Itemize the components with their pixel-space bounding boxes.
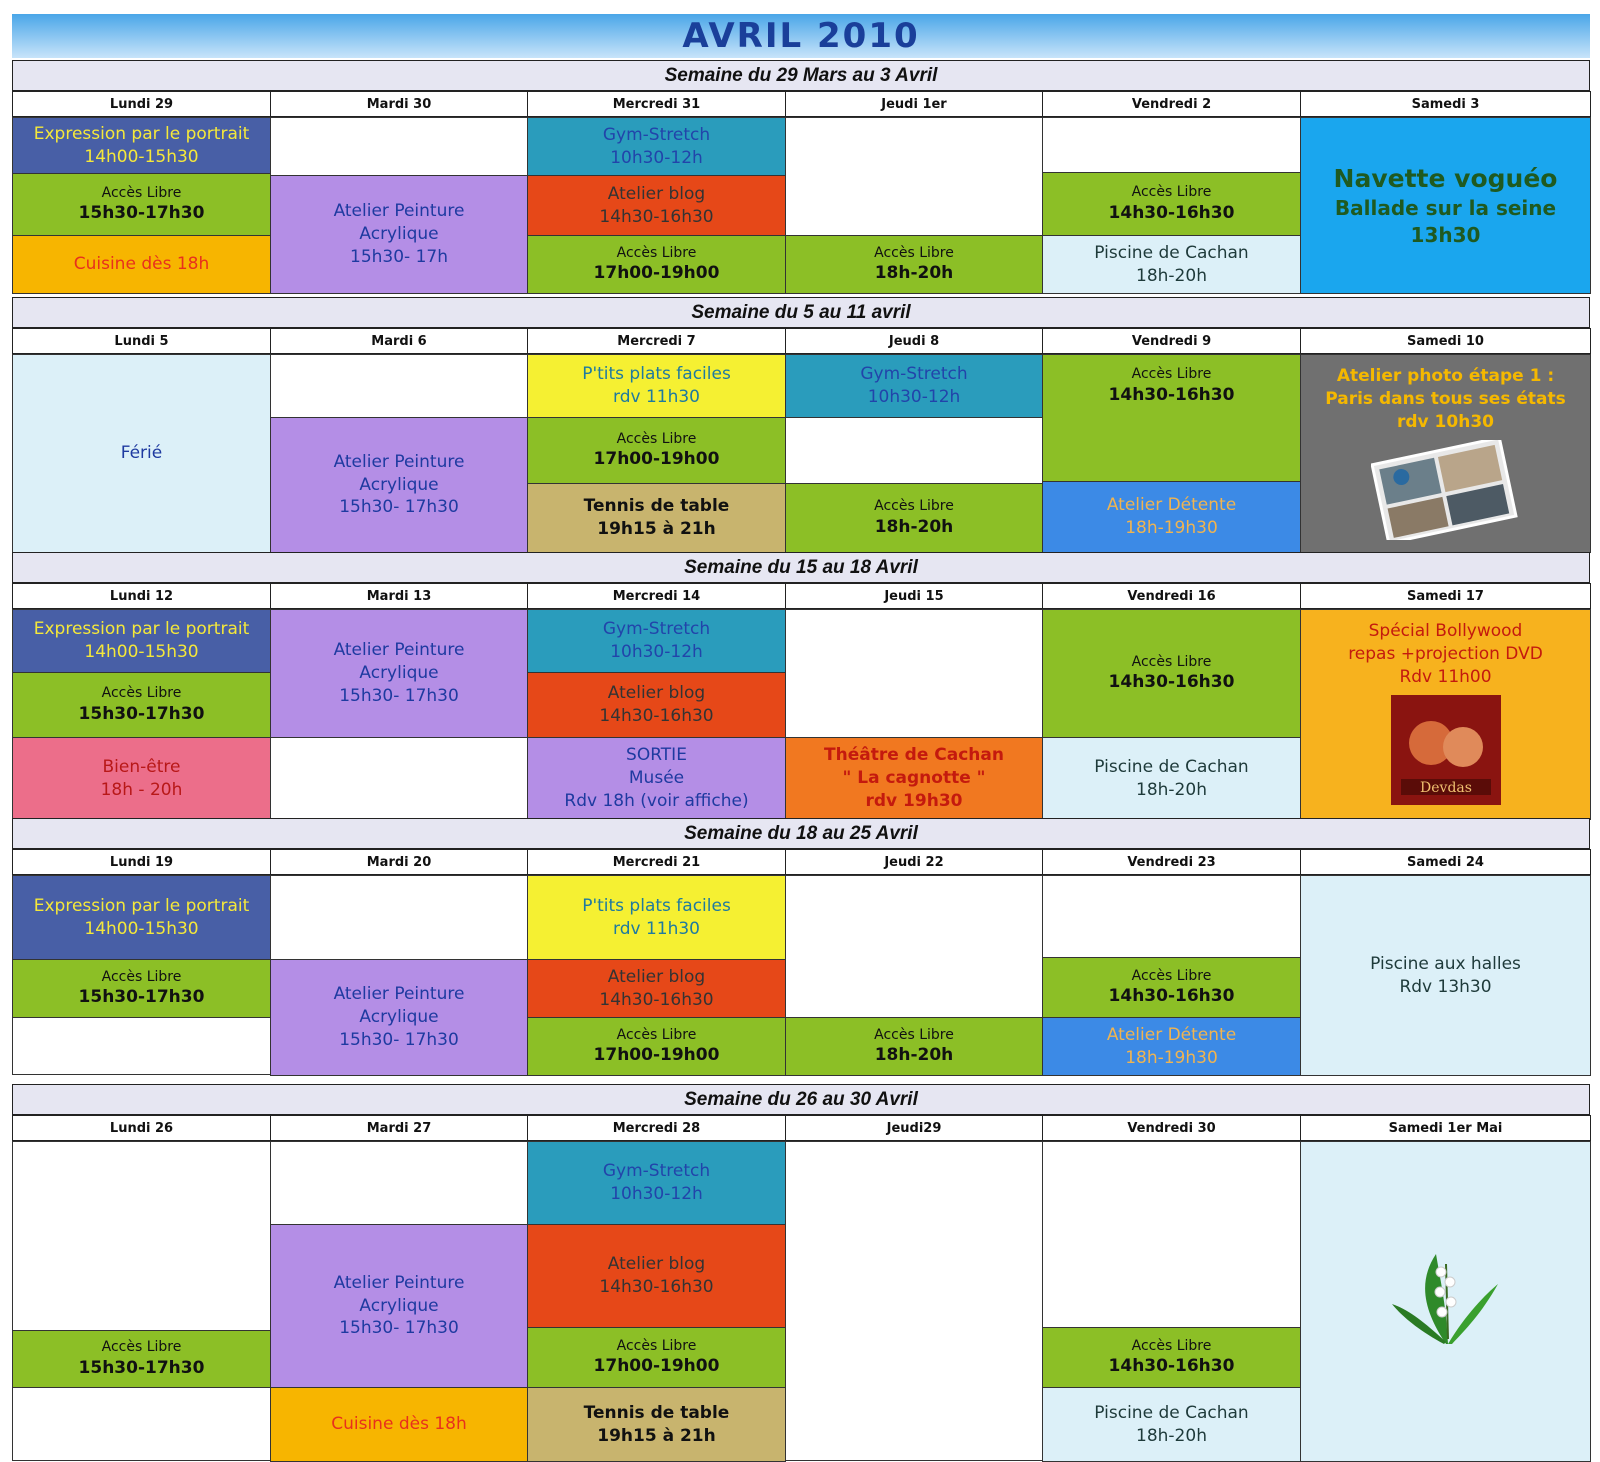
day-header: Mercredi 7 (527, 328, 786, 354)
event-text: 14h00-15h30 (84, 918, 199, 939)
event-text: 14h00-15h30 (84, 642, 199, 662)
event-block (1300, 117, 1591, 294)
event-text: 18h-20h (1136, 265, 1207, 286)
event-text: 18h-20h (874, 1045, 954, 1066)
event-block (270, 609, 528, 738)
day-header: Jeudi 1er (785, 91, 1043, 117)
event-block (12, 737, 271, 820)
event-text: Cuisine dès 18h (73, 254, 210, 275)
event-block (527, 1141, 786, 1225)
event-block (785, 483, 1043, 553)
event-text: 14h30-16h30 (599, 1277, 714, 1297)
day-header: Jeudi 22 (785, 849, 1043, 875)
event-text: 18h-20h (874, 263, 954, 284)
devdas-poster-image-svg (1391, 695, 1501, 805)
week-header: Semaine du 15 au 18 Avril (12, 552, 1590, 583)
day-header: Vendredi 16 (1042, 583, 1301, 609)
event-text: Gym-Stretch (602, 124, 711, 145)
day-header: Samedi 1er Mai (1300, 1115, 1591, 1141)
event-text: Atelier Peinture (333, 984, 465, 1005)
day-header: Mercredi 14 (527, 583, 786, 609)
event-text: Accès Libre (874, 498, 954, 515)
event-text: Acrylique (359, 224, 439, 245)
event-text: 10h30-12h (867, 387, 961, 407)
day-header: Mercredi 31 (527, 91, 786, 117)
event-block (1042, 481, 1301, 553)
event-text: 10h30-12h (610, 1184, 703, 1204)
event-text: Accès Libre (1131, 1337, 1212, 1354)
event-block (1300, 1141, 1591, 1462)
event-block (12, 959, 271, 1018)
event-block (527, 609, 786, 673)
day-header: Lundi 29 (12, 91, 271, 117)
event-text: Accès Libre (616, 1026, 697, 1043)
devdas-poster-image (1391, 695, 1501, 811)
event-text: Navette voguéo (1333, 163, 1558, 193)
event-block (785, 737, 1043, 820)
event-block (527, 875, 786, 960)
event-text: Accès Libre (616, 430, 697, 447)
day-header: Mardi 20 (270, 849, 528, 875)
event-text: Gym-Stretch (860, 364, 968, 385)
day-cell (785, 1141, 1043, 1461)
event-block (1300, 354, 1591, 553)
event-text: 15h30- 17h30 (339, 1029, 459, 1050)
event-text: 18h-19h30 (1125, 1047, 1218, 1068)
event-text: Atelier Peinture (333, 1272, 465, 1293)
event-text: 15h30- 17h30 (339, 1318, 459, 1339)
event-block (270, 1387, 528, 1462)
event-block (785, 235, 1043, 294)
event-text: Expression par le portrait (33, 895, 250, 916)
event-block (527, 1224, 786, 1328)
event-block (1042, 354, 1301, 482)
event-text: 14h30-16h30 (1108, 986, 1235, 1007)
event-text: Paris dans tous ses états (1325, 388, 1566, 409)
week-header: Semaine du 29 Mars au 3 Avril (12, 60, 1590, 91)
event-block (527, 354, 786, 418)
event-block (527, 417, 786, 484)
day-header: Samedi 17 (1300, 583, 1591, 609)
event-block (12, 609, 271, 673)
event-text: 15h30- 17h30 (339, 497, 459, 518)
event-text: Acrylique (359, 1295, 439, 1316)
event-text: Atelier Détente (1106, 495, 1237, 516)
event-block (12, 235, 271, 294)
event-text: Accès Libre (874, 244, 954, 261)
event-text: 19h15 à 21h (597, 1425, 716, 1446)
event-block (1042, 235, 1301, 294)
lily-of-the-valley-icon (1386, 1244, 1506, 1360)
event-text: 14h30-16h30 (599, 706, 714, 726)
event-text: 13h30 (1410, 223, 1481, 248)
event-text: Accès Libre (616, 1337, 697, 1354)
event-text: Férié (120, 443, 163, 464)
event-text: 14h30-16h30 (1108, 384, 1235, 405)
event-text: Expression par le portrait (33, 123, 250, 144)
event-block (527, 1017, 786, 1076)
day-header: Lundi 12 (12, 583, 271, 609)
event-text: Atelier Peinture (333, 201, 465, 222)
day-header: Jeudi 8 (785, 328, 1043, 354)
event-text: SORTIE (626, 745, 687, 766)
event-text: 14h30-16h30 (599, 206, 714, 227)
event-text: Accès Libre (874, 1026, 954, 1043)
event-text: Expression par le portrait (33, 619, 250, 640)
event-block (270, 959, 528, 1076)
day-header: Mardi 30 (270, 91, 528, 117)
event-block (12, 672, 271, 738)
event-text: 15h30- 17h30 (339, 685, 459, 706)
day-header: Lundi 5 (12, 328, 271, 354)
event-text: Piscine de Cachan (1094, 242, 1249, 263)
week-header: Semaine du 5 au 11 avril (12, 297, 1590, 328)
event-text: 18h-20h (1136, 1425, 1207, 1446)
event-text: Spécial Bollywood (1368, 621, 1523, 641)
day-header: Samedi 24 (1300, 849, 1591, 875)
event-text: Tennis de table (583, 496, 730, 517)
day-header: Jeudi29 (785, 1115, 1043, 1141)
event-text: Piscine de Cachan (1094, 1402, 1249, 1423)
event-text: Accès Libre (101, 184, 182, 201)
day-header: Vendredi 2 (1042, 91, 1301, 117)
event-text: 17h00-19h00 (593, 263, 720, 284)
week-header: Semaine du 26 au 30 Avril (12, 1084, 1590, 1115)
event-text: Gym-Stretch (602, 1161, 711, 1182)
event-text: 17h00-19h00 (593, 1045, 720, 1066)
event-block (527, 117, 786, 176)
event-text: 15h30-17h30 (78, 703, 205, 724)
event-text: Accès Libre (616, 244, 697, 261)
event-text: Rdv 18h (voir affiche) (564, 790, 749, 811)
event-text: Accès Libre (1131, 967, 1212, 984)
event-block (1042, 1387, 1301, 1462)
event-text: Accès Libre (1131, 184, 1212, 201)
event-block (527, 1327, 786, 1388)
event-block (270, 1224, 528, 1388)
event-text: Atelier blog (607, 966, 706, 987)
event-text: Piscine aux halles (1370, 953, 1521, 974)
event-text: 17h00-19h00 (593, 1356, 720, 1377)
day-header: Mardi 13 (270, 583, 528, 609)
event-block (12, 173, 271, 236)
event-text: Accès Libre (1131, 366, 1212, 382)
event-block (12, 1330, 271, 1388)
event-block (1042, 172, 1301, 236)
day-header: Vendredi 23 (1042, 849, 1301, 875)
event-text: Atelier blog (607, 183, 706, 204)
paris-photo-image-svg (1371, 440, 1521, 540)
event-text: Atelier Peinture (333, 451, 465, 472)
event-block (785, 354, 1043, 418)
event-text: Gym-Stretch (602, 619, 711, 640)
event-block (1042, 1017, 1301, 1076)
event-text: Ballade sur la seine (1334, 196, 1557, 221)
event-text: 14h00-15h30 (84, 146, 199, 167)
event-text: Atelier Détente (1106, 1024, 1237, 1045)
event-block (270, 417, 528, 553)
event-text: 14h30-16h30 (1108, 202, 1235, 223)
event-text: Rdv 11h00 (1399, 666, 1492, 687)
event-text: 15h30- 17h (350, 246, 448, 267)
event-block (270, 175, 528, 294)
event-text: 17h00-19h00 (593, 449, 720, 470)
event-text: Rdv 13h30 (1399, 976, 1492, 997)
day-header: Vendredi 9 (1042, 328, 1301, 354)
day-header: Mardi 27 (270, 1115, 528, 1141)
event-text: Acrylique (359, 1007, 439, 1028)
event-text: 15h30-17h30 (78, 1357, 205, 1378)
event-text: 18h - 20h (100, 779, 183, 800)
event-block (1300, 875, 1591, 1076)
day-header: Vendredi 30 (1042, 1115, 1301, 1141)
event-text: 15h30-17h30 (78, 987, 205, 1008)
event-block (1042, 1327, 1301, 1388)
event-text: 18h-20h (1136, 779, 1207, 800)
event-text: Acrylique (359, 474, 439, 495)
event-block (527, 235, 786, 294)
event-block (527, 1387, 786, 1462)
svg-text:Devdas: Devdas (1419, 779, 1472, 796)
calendar-title: AVRIL 2010 (682, 16, 920, 56)
event-text: 14h30-16h30 (1108, 1356, 1235, 1377)
day-header: Samedi 10 (1300, 328, 1591, 354)
event-text: 18h-19h30 (1125, 518, 1218, 538)
event-text: " La cagnotte " (842, 768, 986, 789)
day-header: Lundi 26 (12, 1115, 271, 1141)
event-text: Atelier blog (607, 1254, 706, 1275)
paris-photo-image (1371, 440, 1521, 546)
event-text: Acrylique (359, 663, 439, 684)
event-text: Tennis de table (583, 1402, 730, 1423)
event-text: 19h15 à 21h (597, 519, 716, 539)
event-text: rdv 10h30 (1397, 411, 1494, 432)
event-block (1042, 957, 1301, 1018)
event-text: Accès Libre (101, 685, 182, 702)
event-text: rdv 11h30 (613, 387, 700, 407)
event-text: Atelier blog (607, 683, 706, 704)
event-text: 18h-20h (874, 516, 954, 537)
event-text: Musée (628, 768, 685, 789)
event-text: 14h30-16h30 (599, 989, 714, 1010)
event-block (527, 672, 786, 738)
event-block (12, 875, 271, 960)
event-text: Accès Libre (101, 1339, 182, 1356)
day-header: Samedi 3 (1300, 91, 1591, 117)
event-block (12, 117, 271, 174)
event-block (527, 175, 786, 236)
event-text: P'tits plats faciles (582, 895, 731, 916)
event-text: Piscine de Cachan (1094, 756, 1249, 777)
day-header: Lundi 19 (12, 849, 271, 875)
event-block (1042, 737, 1301, 820)
day-header: Mercredi 28 (527, 1115, 786, 1141)
event-text: 14h30-16h30 (1108, 672, 1235, 693)
week-header: Semaine du 18 au 25 Avril (12, 818, 1590, 849)
event-text: Bien-être (102, 756, 181, 777)
event-text: Accès Libre (1131, 653, 1212, 670)
day-header: Mardi 6 (270, 328, 528, 354)
event-block (1042, 609, 1301, 738)
event-text: Cuisine dès 18h (331, 1414, 467, 1435)
event-block (527, 737, 786, 820)
event-text: Atelier photo étape 1 : (1336, 366, 1555, 386)
event-text: repas +projection DVD (1348, 643, 1543, 664)
event-text: Théâtre de Cachan (824, 745, 1004, 766)
lily-of-the-valley-icon-svg (1386, 1244, 1506, 1354)
event-block (785, 1017, 1043, 1076)
event-text: Atelier Peinture (333, 640, 465, 661)
day-header: Mercredi 21 (527, 849, 786, 875)
event-block (527, 959, 786, 1018)
event-text: 10h30-12h (610, 642, 703, 662)
event-text: rdv 19h30 (865, 790, 963, 811)
day-cell (12, 1141, 271, 1461)
event-text: 15h30-17h30 (78, 203, 205, 224)
event-text: Accès Libre (101, 968, 182, 985)
event-block (527, 483, 786, 553)
event-block (1300, 609, 1591, 820)
day-header: Jeudi 15 (785, 583, 1043, 609)
event-text: rdv 11h30 (613, 918, 700, 939)
event-text: 10h30-12h (610, 147, 703, 168)
event-block (12, 354, 271, 553)
event-text: P'tits plats faciles (582, 364, 731, 385)
